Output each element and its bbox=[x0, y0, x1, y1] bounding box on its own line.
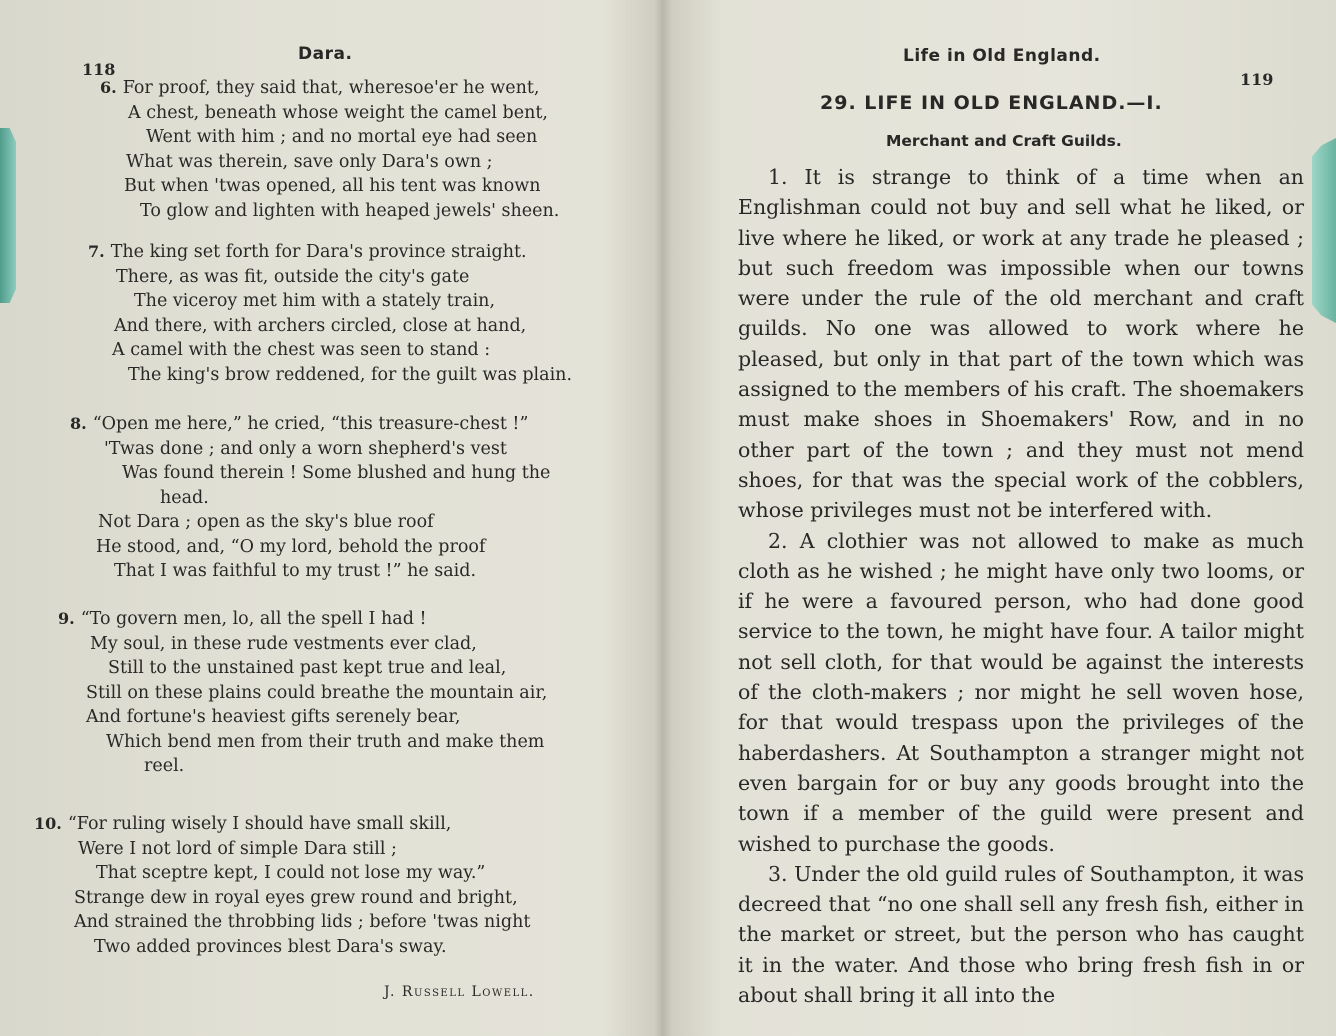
verse-line: That I was faithful to my trust !” he said. bbox=[114, 561, 477, 581]
verse-line: head. bbox=[160, 487, 209, 508]
paragraph: 2. A clothier was not allowed to make as much cloth as he wished ; he might have only two looms, or if he were a favoured person, who had done good service to the town, he might have four. A tailor might not sell cloth, for that would be against the interests of the cloth-makers ; nor might he sell woven hose, for that would trespass upon the privileges of the haberdashers. At Southampton a stranger might not even bargain for or buy any goods brought into the town if a member of the guild were present and wished to purchase the goods. bbox=[738, 528, 1304, 856]
stanza bbox=[88, 240, 572, 387]
verse-line: Not Dara ; open as the sky's blue roof bbox=[98, 512, 434, 532]
verse-line: Went with him ; and no mortal eye had seen bbox=[146, 127, 538, 147]
verse-line: And strained the throbbing lids ; before 'twas night bbox=[74, 912, 531, 932]
verse-line: 10. “For ruling wisely I should have small skill, bbox=[34, 814, 452, 834]
stanza-number: 7. bbox=[88, 242, 105, 261]
verse-line: Was found therein ! Some blushed and hung the bbox=[122, 463, 551, 483]
verse-line: Still to the unstained past kept true and leal, bbox=[108, 658, 507, 678]
verse-line: Were I not lord of simple Dara still ; bbox=[78, 838, 397, 859]
stanza bbox=[58, 607, 547, 779]
verse-line: 9. “To govern men, lo, all the spell I had ! bbox=[58, 609, 427, 629]
page-number: 118 bbox=[82, 60, 116, 79]
stanza-number: 9. bbox=[58, 609, 75, 628]
page-tab-marker-right bbox=[1312, 138, 1336, 323]
verse-line: To glow and lighten with heaped jewels' sheen. bbox=[140, 200, 560, 221]
verse-line: The king's brow reddened, for the guilt was plain. bbox=[128, 364, 573, 385]
verse-line: And fortune's heaviest gifts serenely bear, bbox=[86, 707, 461, 727]
stanza-number: 6. bbox=[100, 78, 117, 97]
verse-line: There, as was fit, outside the city's gate bbox=[116, 266, 470, 287]
verse-line: That sceptre kept, I could not lose my way.” bbox=[96, 863, 486, 883]
verse-line: reel. bbox=[144, 756, 185, 776]
verse-line: A chest, beneath whose weight the camel bent, bbox=[128, 102, 548, 123]
lesson-body bbox=[738, 162, 1304, 1010]
verse-line: And there, with archers circled, close at hand, bbox=[114, 315, 527, 336]
lesson-subtitle: Merchant and Craft Guilds. bbox=[886, 132, 1122, 150]
right-page bbox=[670, 0, 1310, 1036]
author-signature: J. Russell Lowell. bbox=[384, 984, 535, 1000]
verse-line: Two added provinces blest Dara's sway. bbox=[94, 936, 447, 957]
verse-line: 7. The king set forth for Dara's province straight. bbox=[88, 242, 527, 262]
verse-line: Still on these plains could breathe the mountain air, bbox=[86, 682, 548, 703]
verse-line: But when 'twas opened, all his tent was known bbox=[124, 176, 541, 196]
paragraph: 1. It is strange to think of a time when an Englishman could not buy and sell what he liked, or live where he liked, or work at any trade he pleased ; but such freedom was impossible when our towns were under the rule of the old merchant and craft guilds. No one was allowed to work where he pleased, but only in that part of the town which was assigned to the members of his craft. The shoemakers must make shoes in Shoemakers' Row, and in no other part of the town ; and they must not mend shoes, for that was the special work of the cobblers, whose privileges must not be interfered with. bbox=[738, 165, 1304, 523]
verse-line: My soul, in these rude vestments ever clad, bbox=[90, 633, 477, 654]
verse-line: 6. For proof, they said that, wheresoe'er he went, bbox=[100, 78, 540, 98]
running-head: Dara. bbox=[298, 44, 353, 64]
stanza bbox=[34, 812, 530, 959]
verse-line: The viceroy met him with a stately train, bbox=[134, 291, 496, 311]
verse-line: A camel with the chest was seen to stand : bbox=[112, 340, 491, 360]
page-number: 119 bbox=[1240, 70, 1274, 89]
lesson-title: 29. LIFE IN OLD ENGLAND.—I. bbox=[820, 92, 1163, 114]
verse-line: What was therein, save only Dara's own ; bbox=[126, 151, 493, 172]
running-head: Life in Old England. bbox=[903, 46, 1101, 66]
verse-line: Which bend men from their truth and make them bbox=[106, 731, 545, 752]
paragraph: 3. Under the old guild rules of Southampton, it was decreed that “no one shall sell any fresh fish, either in the market or street, but the person who has caught it in the water. And those who bring fresh fish in or about shall bring it all into the bbox=[738, 861, 1304, 1008]
stanza bbox=[100, 76, 559, 223]
verse-line: 8. “Open me here,” he cried, “this treasure-chest !” bbox=[70, 414, 529, 434]
verse-line: 'Twas done ; and only a worn shepherd's vest bbox=[104, 438, 507, 459]
verse-line: Strange dew in royal eyes grew round and bright, bbox=[74, 887, 518, 908]
stanza-number: 8. bbox=[70, 414, 87, 433]
stanza bbox=[70, 412, 550, 584]
verse-line: He stood, and, “O my lord, behold the proof bbox=[96, 536, 486, 557]
stanza-number: 10. bbox=[34, 814, 62, 833]
left-page bbox=[0, 0, 660, 1036]
